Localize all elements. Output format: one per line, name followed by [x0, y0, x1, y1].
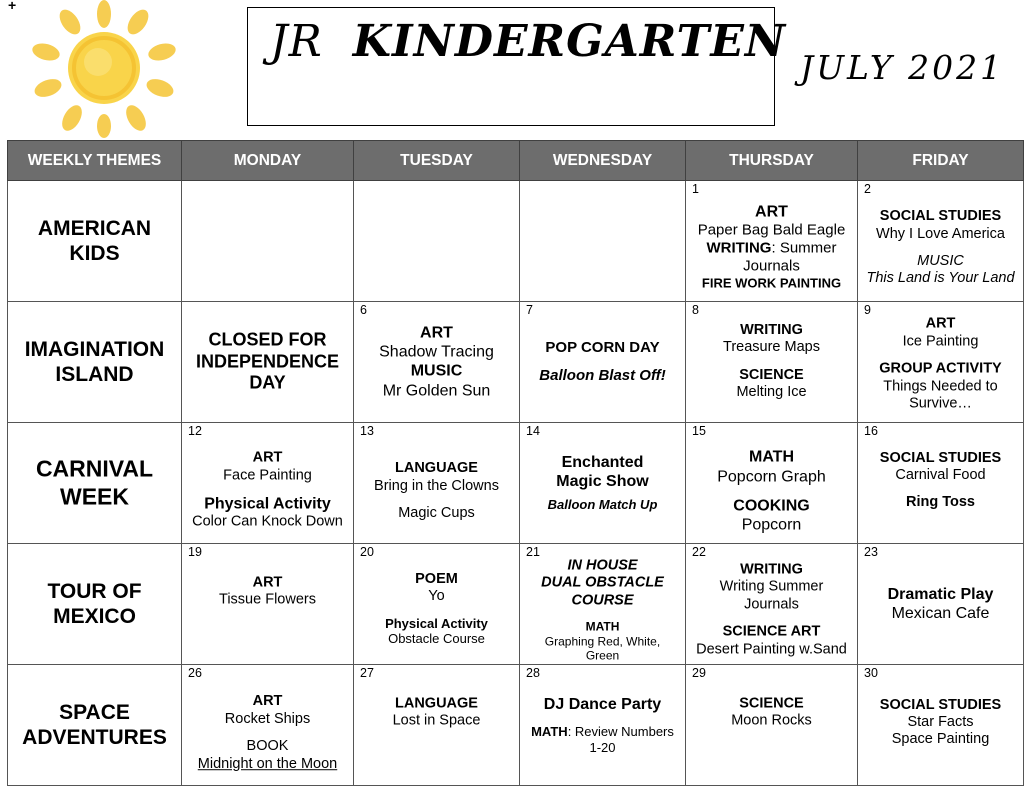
col-header-tuesday: TUESDAY: [354, 141, 520, 181]
day-cell: [520, 302, 686, 423]
activity-detail: Mexican Cafe: [891, 605, 990, 622]
title-kindergarten: KINDERGARTEN: [352, 16, 787, 67]
activity-detail: This Land is Your Land: [866, 270, 1015, 287]
theme-line: CARNIVAL: [35, 455, 154, 482]
activity-detail: Bring in the Clowns: [374, 477, 499, 494]
theme-line: SPACE: [59, 700, 130, 724]
closed-notice: INDEPENDENCE: [195, 351, 340, 372]
theme-line: TOUR OF: [47, 579, 142, 603]
theme-line: ISLAND: [55, 363, 134, 386]
activity-detail: Magic Cups: [398, 505, 475, 522]
col-header-themes: WEEKLY THEMES: [8, 141, 182, 181]
activity-detail: Things Needed to Survive…: [883, 378, 998, 412]
theme-cell: [8, 302, 182, 423]
activity-title: Physical Activity: [385, 615, 488, 631]
col-header-friday: FRIDAY: [858, 141, 1024, 181]
activity-title: Physical Activity: [204, 495, 331, 513]
day-cell: [686, 423, 858, 544]
activity-title: MUSIC: [410, 363, 463, 380]
theme-line: KIDS: [69, 242, 120, 265]
day-cell: [354, 302, 520, 423]
calendar-table: [7, 140, 1024, 786]
day-cell: [182, 665, 354, 786]
activity-detail: Why I Love America: [876, 225, 1005, 242]
activity-detail: Face Painting: [223, 466, 312, 483]
day-cell: [858, 181, 1024, 302]
title-box: [247, 7, 787, 126]
activity-detail: Star Facts: [907, 713, 974, 730]
activity-detail: Rocket Ships: [224, 711, 311, 727]
day-number: 22: [692, 545, 706, 559]
day-number: 23: [864, 545, 878, 559]
day-cell: [182, 544, 354, 665]
theme-cell: [8, 181, 182, 302]
theme-line: IMAGINATION: [24, 337, 165, 361]
activity-title: MATH: [531, 724, 568, 739]
plus-mark: +: [8, 0, 17, 13]
activity-title: ART: [252, 693, 283, 710]
activity-title: WRITING: [740, 322, 803, 339]
week-row: [8, 665, 1024, 786]
activity-detail: Tissue Flowers: [219, 592, 316, 608]
day-cell: [182, 302, 354, 423]
col-header-monday: MONDAY: [182, 141, 354, 181]
activity-detail: Carnival Food: [895, 466, 986, 483]
activity-title: WRITING: [706, 239, 772, 257]
activity-detail: Popcorn Graph: [717, 468, 826, 486]
activity-title: SOCIAL STUDIES: [879, 449, 1002, 466]
activity-title: FIRE WORK PAINTING: [701, 275, 842, 291]
activity-detail: Midnight on the Moon: [197, 755, 338, 772]
day-cell: [686, 665, 858, 786]
activity-title: WRITING: [740, 561, 803, 578]
header-row: [8, 141, 1024, 181]
activity-title: ART: [420, 324, 453, 342]
day-cell: [520, 544, 686, 665]
day-number: 29: [692, 666, 706, 680]
activity-detail: Popcorn: [741, 516, 802, 534]
day-number: 6: [360, 303, 367, 317]
activity-title: DUAL OBSTACLE: [541, 574, 664, 591]
activity-title: Ring Toss: [905, 494, 975, 511]
activity-detail: : Review Numbers 1-20: [567, 724, 674, 755]
day-number: 8: [692, 303, 699, 317]
day-number: 2: [864, 182, 871, 196]
activity-title: LANGUAGE: [395, 460, 478, 477]
week-row: [8, 181, 1024, 302]
activity-title: MATH: [748, 449, 795, 467]
day-number: 15: [692, 424, 706, 438]
col-header-wednesday: WEDNESDAY: [520, 141, 686, 181]
activity-detail: Melting Ice: [736, 384, 807, 401]
day-cell: [858, 423, 1024, 544]
activity-detail: Lost in Space: [392, 713, 481, 729]
activity-detail: Desert Painting w.Sand: [696, 641, 847, 658]
day-number: 19: [188, 545, 202, 559]
activity-title: SCIENCE: [739, 695, 804, 712]
activity-title: COURSE: [571, 592, 634, 609]
theme-line: WEEK: [60, 483, 129, 509]
activity-title: POP CORN DAY: [545, 339, 660, 356]
day-number: 1: [692, 182, 699, 196]
closed-notice: CLOSED FOR: [208, 329, 327, 350]
activity-detail: Balloon Match Up: [547, 497, 658, 513]
day-cell: [354, 423, 520, 544]
sun-illustration: [28, 0, 180, 138]
activity-title: SCIENCE ART: [722, 623, 821, 640]
activity-title: GROUP ACTIVITY: [879, 360, 1002, 377]
theme-line: AMERICAN: [37, 216, 152, 240]
day-number: 16: [864, 424, 878, 438]
activity-title: SOCIAL STUDIES: [879, 696, 1002, 713]
month-label: JULY 2021: [800, 48, 1005, 87]
activity-title: DJ Dance Party: [543, 695, 662, 713]
day-number: 9: [864, 303, 871, 317]
day-cell: [858, 544, 1024, 665]
activity-detail: Space Painting: [891, 731, 990, 748]
activity-detail: Ice Painting: [902, 333, 979, 350]
day-number: 7: [526, 303, 533, 317]
day-number: 12: [188, 424, 202, 438]
activity-detail: Paper Bag Bald Eagle: [697, 221, 846, 239]
activity-title: Enchanted Magic Show: [556, 454, 649, 491]
theme-line: ADVENTURES: [22, 726, 167, 749]
day-number: 26: [188, 666, 202, 680]
activity-title: MATH: [585, 619, 620, 634]
theme-line: MEXICO: [53, 605, 136, 628]
activity-detail: Mr Golden Sun: [382, 382, 491, 400]
day-number: 20: [360, 545, 374, 559]
theme-cell: [8, 665, 182, 786]
activity-detail: Shadow Tracing: [379, 343, 494, 361]
activity-detail: Moon Rocks: [731, 713, 812, 729]
day-cell: [354, 544, 520, 665]
day-cell: [858, 302, 1024, 423]
day-number: 14: [526, 424, 540, 438]
activity-title: ART: [252, 449, 283, 466]
activity-detail: Graphing Red, White, Green: [544, 633, 661, 663]
week-row: [8, 544, 1024, 665]
activity-detail: : Summer Journals: [743, 239, 837, 275]
day-cell: [686, 302, 858, 423]
activity-detail: Color Can Knock Down: [192, 513, 343, 530]
activity-title: IN HOUSE: [567, 557, 638, 574]
activity-title: COOKING: [733, 497, 810, 515]
day-number: 30: [864, 666, 878, 680]
day-cell: [354, 665, 520, 786]
activity-title: SCIENCE: [739, 367, 804, 383]
day-cell: [520, 423, 686, 544]
day-cell: [858, 665, 1024, 786]
activity-title: ART: [252, 574, 283, 591]
day-cell: [182, 423, 354, 544]
activity-title: LANGUAGE: [395, 695, 478, 712]
activity-title: ART: [925, 315, 956, 332]
activity-title: SOCIAL STUDIES: [879, 208, 1002, 225]
week-row: [8, 302, 1024, 423]
activity-title: ART: [755, 203, 788, 221]
activity-detail: Treasure Maps: [723, 339, 820, 356]
activity-detail: Balloon Blast Off!: [539, 367, 666, 384]
activity-detail: Obstacle Course: [388, 631, 485, 647]
day-cell-empty: [354, 181, 520, 302]
activity-title: POEM: [415, 570, 458, 587]
activity-title: BOOK: [246, 738, 289, 755]
activity-title: MUSIC: [917, 253, 964, 270]
activity-detail: Writing Summer Journals: [719, 578, 824, 613]
closed-notice: DAY: [249, 372, 286, 393]
col-header-thursday: THURSDAY: [686, 141, 858, 181]
day-cell: [686, 544, 858, 665]
day-number: 13: [360, 424, 374, 438]
activity-title: Dramatic Play: [887, 585, 994, 603]
activity-detail: Yo: [428, 588, 445, 605]
week-row: [8, 423, 1024, 544]
day-cell: [520, 665, 686, 786]
page-title: [270, 16, 786, 67]
day-number: 27: [360, 666, 374, 680]
day-cell-empty: [520, 181, 686, 302]
theme-cell: [8, 544, 182, 665]
title-jr: JR: [270, 16, 323, 67]
day-cell-empty: [182, 181, 354, 302]
day-cell: [686, 181, 858, 302]
day-number: 21: [526, 545, 540, 559]
day-number: 28: [526, 666, 540, 680]
theme-cell: [8, 423, 182, 544]
